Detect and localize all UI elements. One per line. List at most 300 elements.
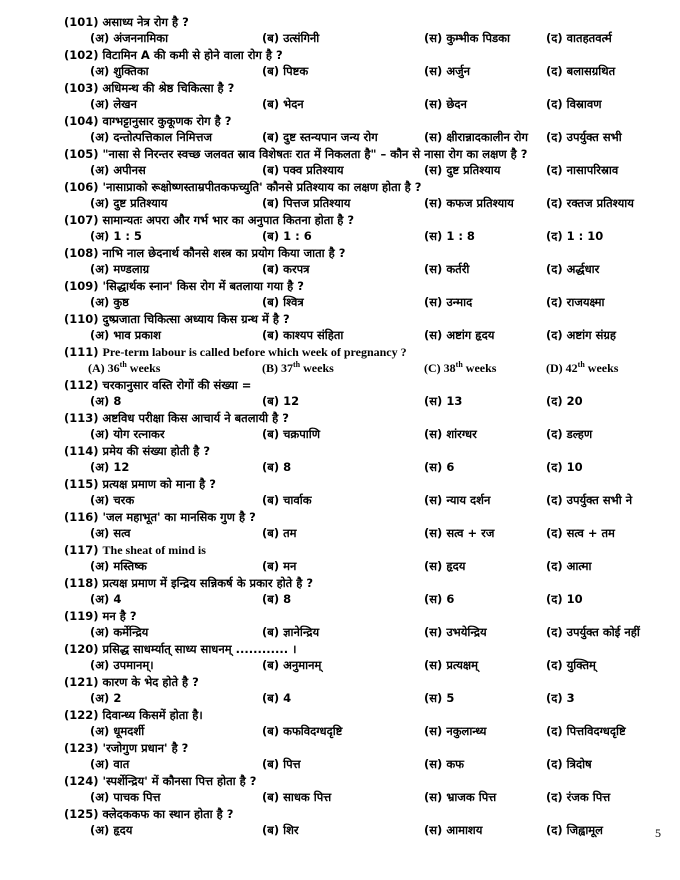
- option-text: अष्टांग हृदय: [446, 328, 495, 342]
- option-text: उपमानम्।: [113, 658, 154, 672]
- answer-option: [262, 624, 319, 641]
- answer-option: [90, 129, 212, 146]
- question-list: [64, 14, 664, 839]
- option-label: (D): [546, 361, 563, 375]
- option-label: (अ): [90, 526, 110, 540]
- option-text: लेखन: [113, 97, 137, 111]
- option-text: अष्टांग संग्रह: [566, 328, 616, 342]
- option-text: साधक पित्त: [283, 790, 332, 804]
- answer-option: [546, 162, 618, 179]
- question-text: Pre-term labour is called before which week of pregnancy ?: [102, 345, 407, 359]
- option-label: (अ): [90, 130, 110, 144]
- answer-option: [262, 393, 299, 410]
- option-text: दुष्ट स्तन्यपान जन्य रोग: [283, 130, 378, 144]
- option-text: अर्द्धधार: [566, 262, 600, 276]
- option-label: (ब): [262, 295, 280, 309]
- option-label: (स): [424, 97, 443, 111]
- answer-option: [262, 195, 350, 212]
- option-label: (द): [546, 823, 563, 837]
- question-stem: [64, 245, 664, 261]
- option-text: चक्रपाणि: [283, 427, 321, 441]
- question-text: क्लेदककफ का स्थान होता है ?: [102, 807, 234, 821]
- option-text: चरक: [113, 493, 135, 507]
- answer-option: [546, 525, 615, 542]
- option-label: (द): [546, 592, 563, 606]
- answer-option: [90, 63, 149, 80]
- question-item: [64, 476, 664, 509]
- question-item: [64, 146, 664, 179]
- question-stem: [64, 542, 664, 558]
- option-text: उन्माद: [446, 295, 473, 309]
- option-label: (अ): [90, 64, 110, 78]
- question-text: "नासा से निरन्तर स्वच्छ जलवत स्राव विशेषतः रात में निकलता है" – कौन से नासा रोग का लक्षण है ?: [102, 147, 528, 161]
- option-label: (द): [546, 460, 563, 474]
- option-text: अंजननामिका: [113, 31, 169, 45]
- question-text: 'रजोगुण प्रधान' है ?: [102, 741, 189, 755]
- option-label: (अ): [90, 295, 110, 309]
- question-stem: [64, 47, 664, 63]
- option-text: कफविदग्धदृष्टि: [283, 724, 343, 738]
- option-text: 10: [566, 592, 583, 606]
- answer-option: [546, 30, 612, 47]
- question-item: [64, 14, 664, 47]
- question-text: असाध्य नेत्र रोग है ?: [102, 15, 189, 29]
- option-text: क्षीरान्नादकालीन रोग: [446, 130, 528, 144]
- option-label: (द): [546, 163, 563, 177]
- option-label: (स): [424, 658, 443, 672]
- option-label: (अ): [90, 592, 110, 606]
- question-text: The sheat of mind is: [102, 543, 206, 557]
- option-text: 13: [446, 394, 463, 408]
- option-text: 6: [446, 592, 455, 606]
- option-text: सत्व + रज: [446, 526, 495, 540]
- option-label: (स): [424, 64, 443, 78]
- question-stem: [64, 509, 664, 525]
- option-text: पित्तविदग्धदृष्टि: [566, 724, 626, 738]
- option-text: कफ: [446, 757, 465, 771]
- option-row: [64, 459, 664, 476]
- answer-option: [546, 393, 583, 410]
- question-stem: [64, 674, 664, 690]
- question-item: [64, 641, 664, 674]
- option-label: (ब): [262, 526, 280, 540]
- question-text: 'जल महाभूत' का मानसिक गुण है ?: [102, 510, 256, 524]
- answer-option: [546, 558, 591, 575]
- option-label: (द): [546, 427, 563, 441]
- option-label: (ब): [262, 64, 280, 78]
- question-text: दुष्प्रजाता चिकित्सा अध्याय किस ग्रन्थ में है ?: [102, 312, 290, 326]
- question-stem: [64, 410, 664, 426]
- question-item: [64, 608, 664, 641]
- answer-option: [546, 591, 583, 608]
- option-label: (स): [424, 229, 443, 243]
- answer-option: [262, 360, 334, 377]
- option-label: (अ): [90, 460, 110, 474]
- question-text: विटामिन A की कमी से होने वाला रोग है ?: [102, 48, 283, 62]
- answer-option: [90, 789, 160, 806]
- option-label: (स): [424, 493, 443, 507]
- question-stem: [64, 707, 664, 723]
- answer-option: [424, 822, 482, 839]
- option-label: (अ): [90, 757, 110, 771]
- option-label: (स): [424, 724, 443, 738]
- answer-option: [546, 492, 632, 509]
- answer-option: [424, 591, 454, 608]
- option-text: 12: [283, 394, 300, 408]
- option-text: नकुलान्ध्य: [446, 724, 487, 738]
- option-row: [64, 558, 664, 575]
- answer-option: [424, 723, 486, 740]
- option-label: (स): [424, 625, 443, 639]
- answer-option: [546, 327, 616, 344]
- option-label: (अ): [90, 31, 110, 45]
- answer-option: [424, 624, 487, 641]
- question-number: (117): [64, 543, 99, 557]
- option-text: विस्रावण: [566, 97, 602, 111]
- answer-option: [546, 261, 599, 278]
- question-stem: [64, 113, 664, 129]
- option-label: (ब): [262, 130, 280, 144]
- question-number: (114): [64, 444, 99, 458]
- option-text: 10: [566, 460, 583, 474]
- option-text: बलासग्रथित: [566, 64, 616, 78]
- question-item: [64, 245, 664, 278]
- question-number: (122): [64, 708, 99, 722]
- answer-option: [90, 591, 121, 608]
- option-text: वातहतवर्त्म: [566, 31, 612, 45]
- option-text: आमाशय: [446, 823, 483, 837]
- question-number: (121): [64, 675, 99, 689]
- answer-option: [90, 822, 132, 839]
- question-text: प्रत्यक्ष प्रमाण में इन्द्रिय सन्निकर्ष के प्रकार होते है ?: [102, 576, 314, 590]
- option-label: (अ): [90, 427, 110, 441]
- option-label: (ब): [262, 229, 280, 243]
- answer-option: [424, 327, 494, 344]
- option-text: कुष्ठ: [113, 295, 129, 309]
- option-text: 5: [446, 691, 455, 705]
- question-stem: [64, 641, 664, 657]
- question-item: [64, 509, 664, 542]
- answer-option: [262, 96, 304, 113]
- option-text: वात: [113, 757, 130, 771]
- option-row: [64, 129, 664, 146]
- option-row: [64, 492, 664, 509]
- question-number: (101): [64, 15, 99, 29]
- question-stem: [64, 344, 664, 360]
- option-label: (अ): [90, 229, 110, 243]
- answer-option: [262, 492, 312, 509]
- answer-option: [90, 261, 149, 278]
- answer-option: [90, 426, 165, 443]
- option-label: (द): [546, 130, 563, 144]
- option-label: (ब): [262, 592, 280, 606]
- answer-option: [546, 360, 618, 377]
- question-number: (113): [64, 411, 99, 425]
- answer-option: [546, 63, 615, 80]
- question-number: (120): [64, 642, 99, 656]
- option-text: हृदय: [446, 559, 466, 573]
- question-item: [64, 575, 664, 608]
- answer-option: [90, 195, 167, 212]
- answer-option: [262, 591, 291, 608]
- option-week-number: 42: [565, 361, 578, 375]
- option-text: त्रिदोष: [566, 757, 592, 771]
- question-text: नाभि नाल छेदनार्थ कौनसे शस्त्र का प्रयोग किया जाता है ?: [102, 246, 346, 260]
- answer-option: [90, 624, 148, 641]
- answer-option: [262, 228, 312, 245]
- option-label: (ब): [262, 658, 280, 672]
- answer-option: [90, 690, 121, 707]
- option-text: 1 : 10: [566, 229, 604, 243]
- question-stem: [64, 179, 664, 195]
- answer-option: [546, 822, 603, 839]
- option-ordinal-suffix: th: [293, 360, 301, 369]
- option-label: (ब): [262, 394, 280, 408]
- question-item: [64, 80, 664, 113]
- question-text: अधिमन्थ की श्रेष्ठ चिकित्सा है ?: [102, 81, 235, 95]
- option-label: (द): [546, 64, 563, 78]
- option-label: (ब): [262, 757, 280, 771]
- answer-option: [546, 195, 634, 212]
- option-row: [64, 657, 664, 674]
- option-label: (स): [424, 31, 443, 45]
- option-week-number: 36: [107, 361, 120, 375]
- answer-option: [546, 129, 622, 146]
- answer-option: [424, 129, 528, 146]
- answer-option: [546, 690, 575, 707]
- option-label: (स): [424, 823, 443, 837]
- answer-option: [424, 789, 496, 806]
- answer-option: [424, 30, 510, 47]
- answer-option: [262, 294, 304, 311]
- option-label: (स): [424, 394, 443, 408]
- question-text: वाग्भट्टानुसार कुकूणक रोग है ?: [102, 114, 232, 128]
- option-text: पित्त: [283, 757, 301, 771]
- question-stem: [64, 377, 664, 393]
- option-label: (स): [424, 592, 443, 606]
- option-text: शिर: [283, 823, 299, 837]
- option-row: [64, 723, 664, 740]
- option-text: डल्हण: [566, 427, 593, 441]
- option-text: सत्व: [113, 526, 131, 540]
- option-label: (स): [424, 460, 443, 474]
- answer-option: [262, 426, 320, 443]
- option-label: (ब): [262, 724, 280, 738]
- answer-option: [262, 162, 344, 179]
- answer-option: [90, 459, 129, 476]
- option-text: दन्तोत्पत्तिकाल निमित्तज: [113, 130, 213, 144]
- option-ordinal-suffix: th: [577, 360, 585, 369]
- option-label: (अ): [90, 691, 110, 705]
- question-text: कारण के भेद होते है ?: [102, 675, 199, 689]
- question-item: [64, 674, 664, 707]
- question-number: (102): [64, 48, 99, 62]
- option-label: (द): [546, 295, 563, 309]
- option-label: (ब): [262, 493, 280, 507]
- question-text: दिवान्ध्य किसमें होता है।: [102, 708, 203, 722]
- question-text: प्रत्यक्ष प्रमाण को माना है ?: [102, 477, 216, 491]
- option-row: [64, 789, 664, 806]
- option-text: मन: [283, 559, 297, 573]
- option-label: (द): [546, 394, 563, 408]
- question-number: (115): [64, 477, 99, 491]
- question-stem: [64, 146, 664, 162]
- option-label: (ब): [262, 625, 280, 639]
- answer-option: [262, 558, 296, 575]
- question-text: 'स्पर्शेन्द्रिय' में कौनसा पित्त होता है ?: [102, 774, 257, 788]
- question-text: 'सिद्धार्थक स्नान' किस रोग में बतलाया गया है ?: [102, 279, 304, 293]
- question-item: [64, 806, 664, 839]
- answer-option: [262, 723, 342, 740]
- option-row: [64, 591, 664, 608]
- question-stem: [64, 476, 664, 492]
- question-number: (108): [64, 246, 99, 260]
- answer-option: [546, 294, 605, 311]
- option-label: (ब): [262, 691, 280, 705]
- answer-option: [424, 459, 454, 476]
- option-label: (द): [546, 658, 563, 672]
- answer-option: [424, 162, 500, 179]
- option-week-number: 38: [443, 361, 456, 375]
- option-row: [64, 228, 664, 245]
- option-label: (अ): [90, 262, 110, 276]
- option-text: न्याय दर्शन: [446, 493, 491, 507]
- option-text: अपीनस: [113, 163, 146, 177]
- option-label: (स): [424, 196, 443, 210]
- answer-option: [262, 822, 299, 839]
- answer-option: [424, 426, 477, 443]
- option-text: 8: [283, 592, 292, 606]
- option-row: [64, 393, 664, 410]
- option-text: कर्मेन्द्रिय: [113, 625, 149, 639]
- option-text: 1 : 6: [283, 229, 312, 243]
- answer-option: [90, 558, 147, 575]
- option-label: (ब): [262, 328, 280, 342]
- answer-option: [262, 789, 331, 806]
- question-text: 'नासाप्राको रूक्षोष्णस्ताम्रपीतकफच्युति' कौनसे प्रतिश्याय का लक्षण होता है ?: [102, 180, 422, 194]
- question-number: (125): [64, 807, 99, 821]
- option-text: उभयेन्द्रिय: [446, 625, 487, 639]
- option-label: (ब): [262, 460, 280, 474]
- option-label: (द): [546, 757, 563, 771]
- answer-option: [262, 30, 319, 47]
- option-label: (अ): [90, 790, 110, 804]
- option-row: [64, 261, 664, 278]
- option-text: पक्व प्रतिश्याय: [283, 163, 344, 177]
- option-label: (अ): [90, 625, 110, 639]
- page-number: 5: [655, 826, 661, 840]
- option-label: (द): [546, 625, 563, 639]
- option-label: (द): [546, 559, 563, 573]
- option-text: कफज प्रतिश्याय: [446, 196, 514, 210]
- answer-option: [424, 360, 496, 377]
- option-label: (द): [546, 196, 563, 210]
- option-row: [64, 96, 664, 113]
- answer-option: [424, 492, 490, 509]
- option-text: धूमदर्शी: [113, 724, 145, 738]
- option-text: 8: [113, 394, 122, 408]
- option-label: (द): [546, 526, 563, 540]
- question-number: (103): [64, 81, 99, 95]
- answer-option: [90, 756, 129, 773]
- option-label: (स): [424, 757, 443, 771]
- option-text: weeks: [465, 361, 497, 375]
- option-text: उपर्युक्त सभी: [566, 130, 622, 144]
- question-item: [64, 179, 664, 212]
- option-row: [64, 426, 664, 443]
- option-text: भाव प्रकाश: [113, 328, 161, 342]
- option-label: (अ): [90, 97, 110, 111]
- option-text: आत्मा: [566, 559, 592, 573]
- option-label: (ब): [262, 163, 280, 177]
- option-label: (द): [546, 328, 563, 342]
- question-item: [64, 113, 664, 146]
- option-label: (अ): [90, 559, 110, 573]
- option-label: (अ): [90, 394, 110, 408]
- option-label: (द): [546, 229, 563, 243]
- option-label: (ब): [262, 196, 280, 210]
- option-label: (द): [546, 31, 563, 45]
- option-row: [64, 822, 664, 839]
- question-number: (119): [64, 609, 99, 623]
- option-row: [64, 30, 664, 47]
- option-row: [64, 195, 664, 212]
- option-text: 4: [113, 592, 122, 606]
- option-text: 2: [113, 691, 122, 705]
- option-text: weeks: [129, 361, 161, 375]
- option-label: (ब): [262, 559, 280, 573]
- option-text: चार्वाक: [283, 493, 312, 507]
- question-item: [64, 377, 664, 410]
- option-text: उपर्युक्त कोई नहीं: [566, 625, 640, 639]
- question-number: (110): [64, 312, 99, 326]
- answer-option: [424, 195, 514, 212]
- option-text: weeks: [587, 361, 619, 375]
- option-text: पित्तज प्रतिश्याय: [283, 196, 351, 210]
- question-item: [64, 443, 664, 476]
- question-item: [64, 707, 664, 740]
- question-number: (124): [64, 774, 99, 788]
- question-stem: [64, 212, 664, 228]
- question-text: चरकानुसार वस्ति रोगों की संख्या =: [102, 378, 252, 392]
- answer-option: [424, 294, 472, 311]
- option-text: शुक्तिका: [113, 64, 149, 78]
- option-text: दुष्ट प्रतिश्याय: [446, 163, 501, 177]
- option-label: (ब): [262, 31, 280, 45]
- question-item: [64, 344, 664, 377]
- option-label: (स): [424, 295, 443, 309]
- option-label: (अ): [90, 196, 110, 210]
- option-ordinal-suffix: th: [119, 360, 127, 369]
- option-text: पिष्टक: [283, 64, 309, 78]
- question-number: (116): [64, 510, 99, 524]
- answer-option: [424, 261, 469, 278]
- answer-option: [90, 162, 146, 179]
- question-stem: [64, 278, 664, 294]
- option-label: (द): [546, 97, 563, 111]
- question-number: (104): [64, 114, 99, 128]
- question-stem: [64, 311, 664, 327]
- option-label: (ब): [262, 262, 280, 276]
- option-text: भेदन: [283, 97, 304, 111]
- question-number: (107): [64, 213, 99, 227]
- option-text: 4: [283, 691, 292, 705]
- question-text: सामान्यतः अपरा और गर्भ भार का अनुपात कितना होता है ?: [102, 213, 355, 227]
- option-label: (स): [424, 691, 443, 705]
- question-item: [64, 47, 664, 80]
- option-text: 8: [283, 460, 292, 474]
- answer-option: [262, 525, 297, 542]
